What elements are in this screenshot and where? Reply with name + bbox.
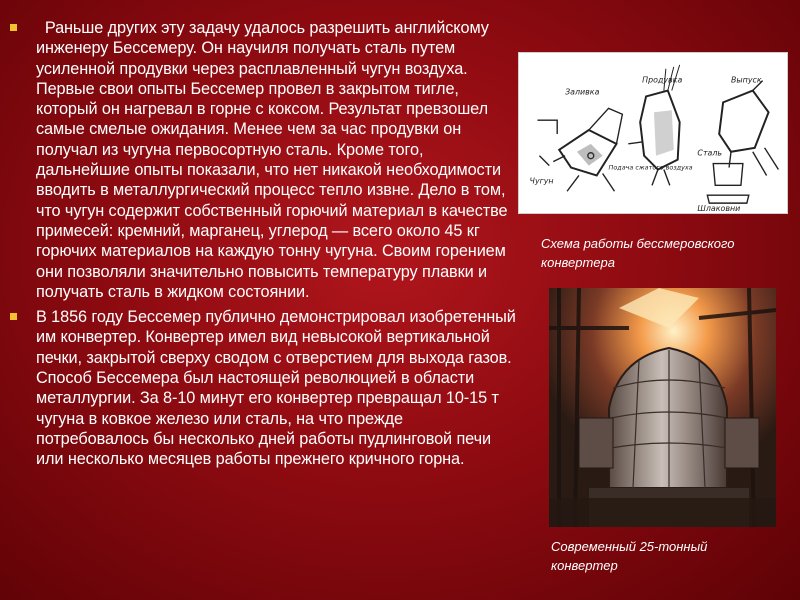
paragraph-bessemer-experiments: Раньше других эту задачу удалось разрешить английскому инженеру Бессемеру. Он научиля получать сталь путем усиленной продувки через расплавленный чугун воздуха. Первые свои опыты Бессемер провел в закрытом тигле, который он нагревал в горне с коксом. Результат превзошел самые смелые ожидания. Менее чем за час продувки он получал из чугуна первосортную сталь. Кроме того, дальнейшие опыты показали, что нет никакой необходимости вводить в металлургический процесс тепло извне. Дело в том, что чугун содержит собственный горючий материал в качестве примесей: кремний, марганец, углерод — всего около 45 кг горючих материалов на каждую тонну чугуна. Своим горением они позволяли значительно повысить температуру плавки и получать сталь в жидком состоянии. — [36, 19, 512, 301]
bullet-square-icon — [10, 313, 17, 320]
converter-photo — [549, 288, 776, 527]
label-stal: Сталь — [697, 148, 723, 158]
diagram-caption: Схема работы бессмеровского конвертера — [541, 236, 735, 270]
label-zalivka: Заливка — [565, 87, 600, 97]
paragraph-converter-1856: В 1856 году Бессемер публично демонстрировал изобретенный им конвертер. Конвертер имел вид невысокой вертикальной печки, закрытой сверху сводом с отверстием для выхода газов. Способ Бессемера был настоящей революцией в области металлургии. За 8-10 минут его конвертер превращал 10-15 т чугуна в ковкое железо или сталь, на что прежде потребовалось бы несколько дней работы пудлинговой печи или несколько месяцев работы прежнего кричного горна. — [36, 308, 516, 469]
label-chugun: Чугун — [529, 176, 554, 186]
label-podacha: Подача сжатого воздуха — [608, 163, 693, 172]
bullet-item — [10, 307, 520, 469]
bullet-item — [10, 18, 520, 302]
converter-photo-drawing — [549, 288, 776, 527]
photo-caption: Современный 25-тонный конвертер — [551, 539, 708, 573]
bullet-square-icon — [10, 24, 17, 31]
label-vypusk: Выпуск — [731, 75, 762, 85]
label-produvka: Продувка — [642, 75, 683, 85]
label-shlakovni: Шлаковни — [697, 204, 741, 213]
bullet-list — [10, 18, 520, 470]
converter-scheme-drawing — [519, 53, 787, 213]
converter-scheme-diagram — [518, 52, 788, 214]
